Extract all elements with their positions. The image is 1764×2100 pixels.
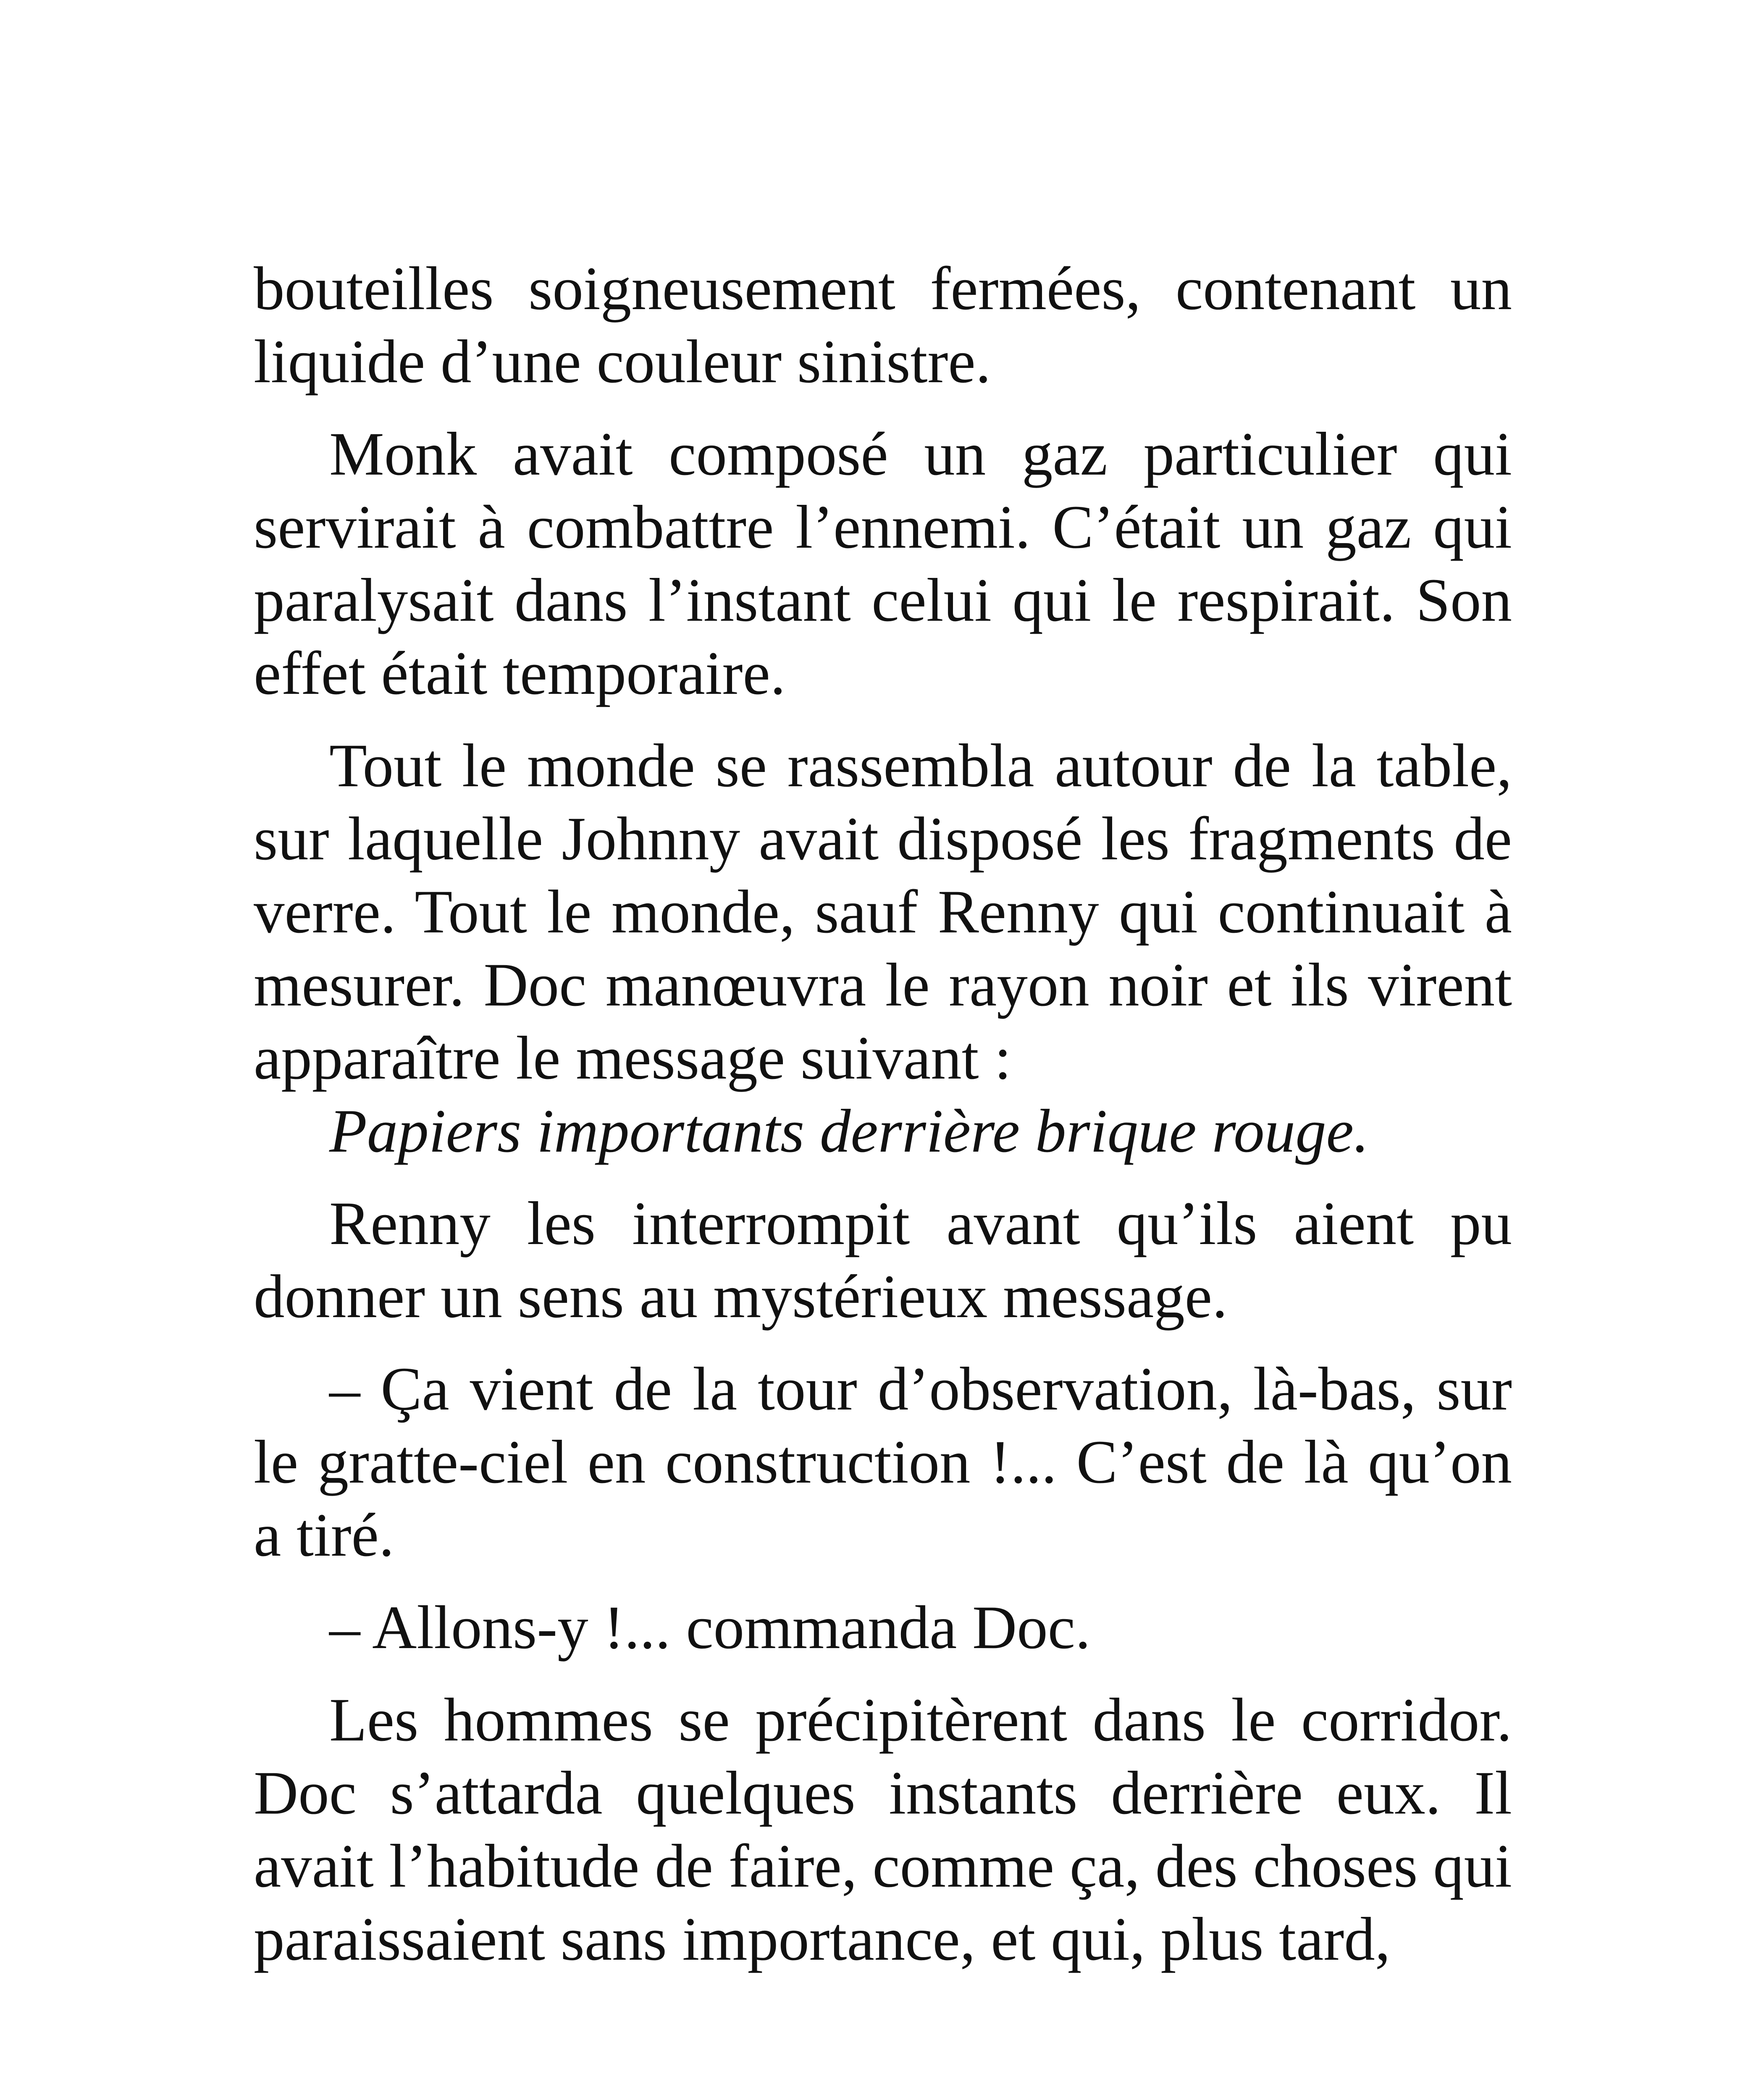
paragraph-3: [254, 729, 1512, 1168]
paragraph-6: – Allons-y !... commanda Doc.: [329, 1593, 1091, 1662]
page-body: [254, 252, 1512, 1976]
paragraph-3-text: Tout le monde se rassembla autour de la table, sur laquelle Johnny avait disposé les fragments de verre. Tout le monde, sauf Renny qui continuait à mesurer. Doc manœuvra le rayon noir et ils virent apparaître le message suivant :: [254, 731, 1512, 1092]
paragraph-2: Monk avait composé un gaz particulier qui servirait à combattre l’ennemi. C’était un gaz qui paralysait dans l’instant celui qui le respirait. Son effet était temporaire.: [254, 420, 1512, 707]
paragraph-1: bouteilles soigneusement fermées, contenant un liquide d’une couleur sinistre.: [254, 254, 1512, 396]
paragraph-3-italic-message: Papiers importants derrière brique rouge.: [329, 1097, 1369, 1165]
paragraph-7: Les hommes se précipitèrent dans le corridor. Doc s’attarda quelques instants derrière eux. Il avait l’habitude de faire, comme ça, des choses qui paraissaient sans importance, et qui, plus tard,: [254, 1685, 1512, 1973]
paragraph-5: – Ça vient de la tour d’observation, là-bas, sur le gratte-ciel en construction !... C’est de là qu’on a tiré.: [254, 1354, 1512, 1569]
paragraph-4: Renny les interrompit avant qu’ils aient pu donner un sens au mystérieux message.: [254, 1189, 1512, 1331]
